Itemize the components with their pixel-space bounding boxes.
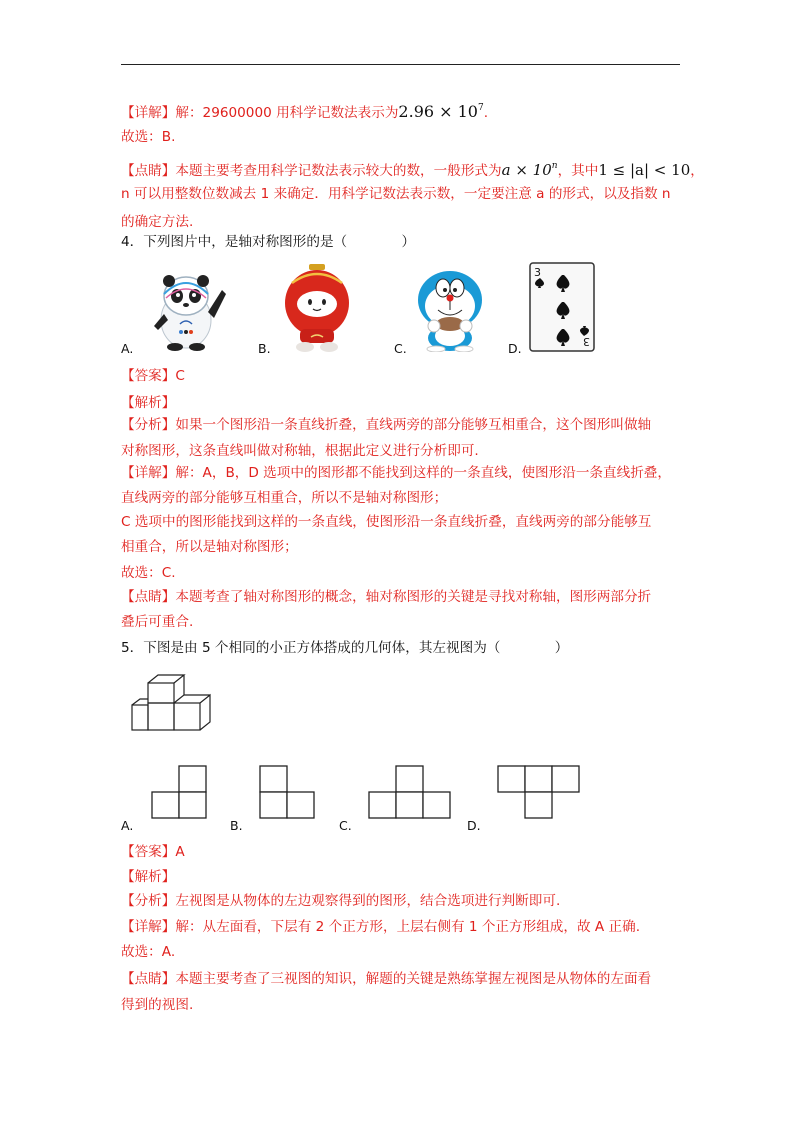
q5-fenxi-line-1: 【分析】左视图是从物体的左边观察得到的图形，结合选项进行判断即可. (121, 893, 561, 909)
q4-answer: 【答案】C (121, 368, 185, 384)
q4-option-a-label: A. (121, 341, 134, 356)
q3-detail-line: 【详解】解：29600000 用科学记数法表示为$2.96 \times 10^7$. (121, 102, 489, 121)
q4-fenxi-line-2: 对称图形，这条直线叫做对称轴，根据此定义进行分析即可. (121, 443, 479, 459)
q4-detail-line-3: C 选项中的图形能找到这样的一条直线，使图形沿一条直线折叠，直线两旁的部分能够互 (121, 514, 652, 530)
comment-tag: 【点睛】 (121, 163, 176, 179)
card-rank: 3 (534, 266, 541, 279)
q4-option-d-label: D. (508, 341, 522, 356)
q5-option-a-view (151, 764, 209, 820)
q5-comment-line-1: 【点睛】本题主要考查了三视图的知识，解题的关键是熟练掌握左视图是从物体的左面看 (121, 971, 652, 987)
q3-comment-line-1: 【点睛】本题主要考查用科学记数法表示较大的数，一般形式为$a \times 10^n$，其中1 ≤ |a| < 10， (121, 161, 704, 179)
q3-comment-line-2: n 可以用整数位数减去 1 来确定．用科学记数法表示数，一定要注意 a 的形式，以及指数 n (121, 186, 671, 202)
q4-option-b-label: B. (258, 341, 271, 356)
detail-tag: 【详解】 (121, 919, 176, 935)
q5-detail-line-1: 【详解】解：从左面看，下层有 2 个正方形，上层右侧有 1 个正方形组成，故 A 正确. (121, 919, 641, 935)
math-expression: 1 ≤ |a| < 10 (598, 161, 691, 179)
math-expression: $a \times 10^n$ (501, 161, 558, 179)
comment-tag: 【点睛】 (121, 589, 176, 605)
doraemon-image (414, 268, 486, 352)
q4-detail-line-1: 【详解】解：A，B，D 选项中的图形都不能找到这样的一条直线，使图形沿一条直线折叠， (121, 465, 671, 481)
q4-detail-line-4: 相重合，所以是轴对称图形； (121, 539, 298, 555)
card-rank-inverted: 3 (583, 335, 590, 348)
q4-comment-line-1: 【点睛】本题考查了轴对称图形的概念，轴对称图形的关键是寻找对称轴，图形两部分折 (121, 589, 652, 605)
math-expression: $2.96 \times 10^7$ (398, 102, 484, 121)
q4-fenxi-line-1: 【分析】如果一个图形沿一条直线折叠，直线两旁的部分能够互相重合，这个图形叫做轴 (121, 417, 652, 433)
q4-detail-line-2: 直线两旁的部分能够互相重合，所以不是轴对称图形； (121, 490, 448, 506)
fenxi-tag: 【分析】 (121, 417, 176, 433)
q5-option-b-view (259, 764, 317, 820)
q5-option-c-label: C. (339, 818, 352, 833)
bing-dwen-dwen-panda-mascot-image (150, 268, 228, 352)
header-rule (121, 64, 680, 65)
three-of-spades-card-image (529, 262, 595, 352)
q5-option-a-label: A. (121, 818, 134, 833)
q5-option-d-view (497, 764, 581, 820)
cube-solid-figure (128, 672, 228, 736)
shuey-rhon-rhon-lantern-mascot-image (282, 263, 352, 353)
detail-tag: 【详解】 (121, 105, 176, 121)
q3-comment-line-3: 的确定方法. (121, 214, 194, 230)
comment-tag: 【点睛】 (121, 971, 176, 987)
q5-answer: 【答案】A (121, 844, 185, 860)
q5-analysis-tag: 【解析】 (121, 869, 176, 885)
detail-tag: 【详解】 (121, 465, 176, 481)
fenxi-tag: 【分析】 (121, 893, 176, 909)
q5-option-c-view (368, 764, 452, 820)
q5-option-b-label: B. (230, 818, 243, 833)
q4-comment-line-2: 叠后可重合. (121, 614, 194, 630)
q5-option-d-label: D. (467, 818, 481, 833)
q4-choice: 故选：C. (121, 565, 176, 581)
q5-question: 5．下图是由 5 个相同的小正方体搭成的几何体，其左视图为（ ） (121, 640, 569, 656)
q3-choice: 故选：B. (121, 129, 176, 145)
q4-analysis-tag: 【解析】 (121, 395, 176, 411)
q5-choice: 故选：A. (121, 944, 176, 960)
q5-comment-line-2: 得到的视图. (121, 997, 194, 1013)
q4-question: 4．下列图片中，是轴对称图形的是（ ） (121, 234, 416, 250)
q4-option-c-label: C. (394, 341, 407, 356)
